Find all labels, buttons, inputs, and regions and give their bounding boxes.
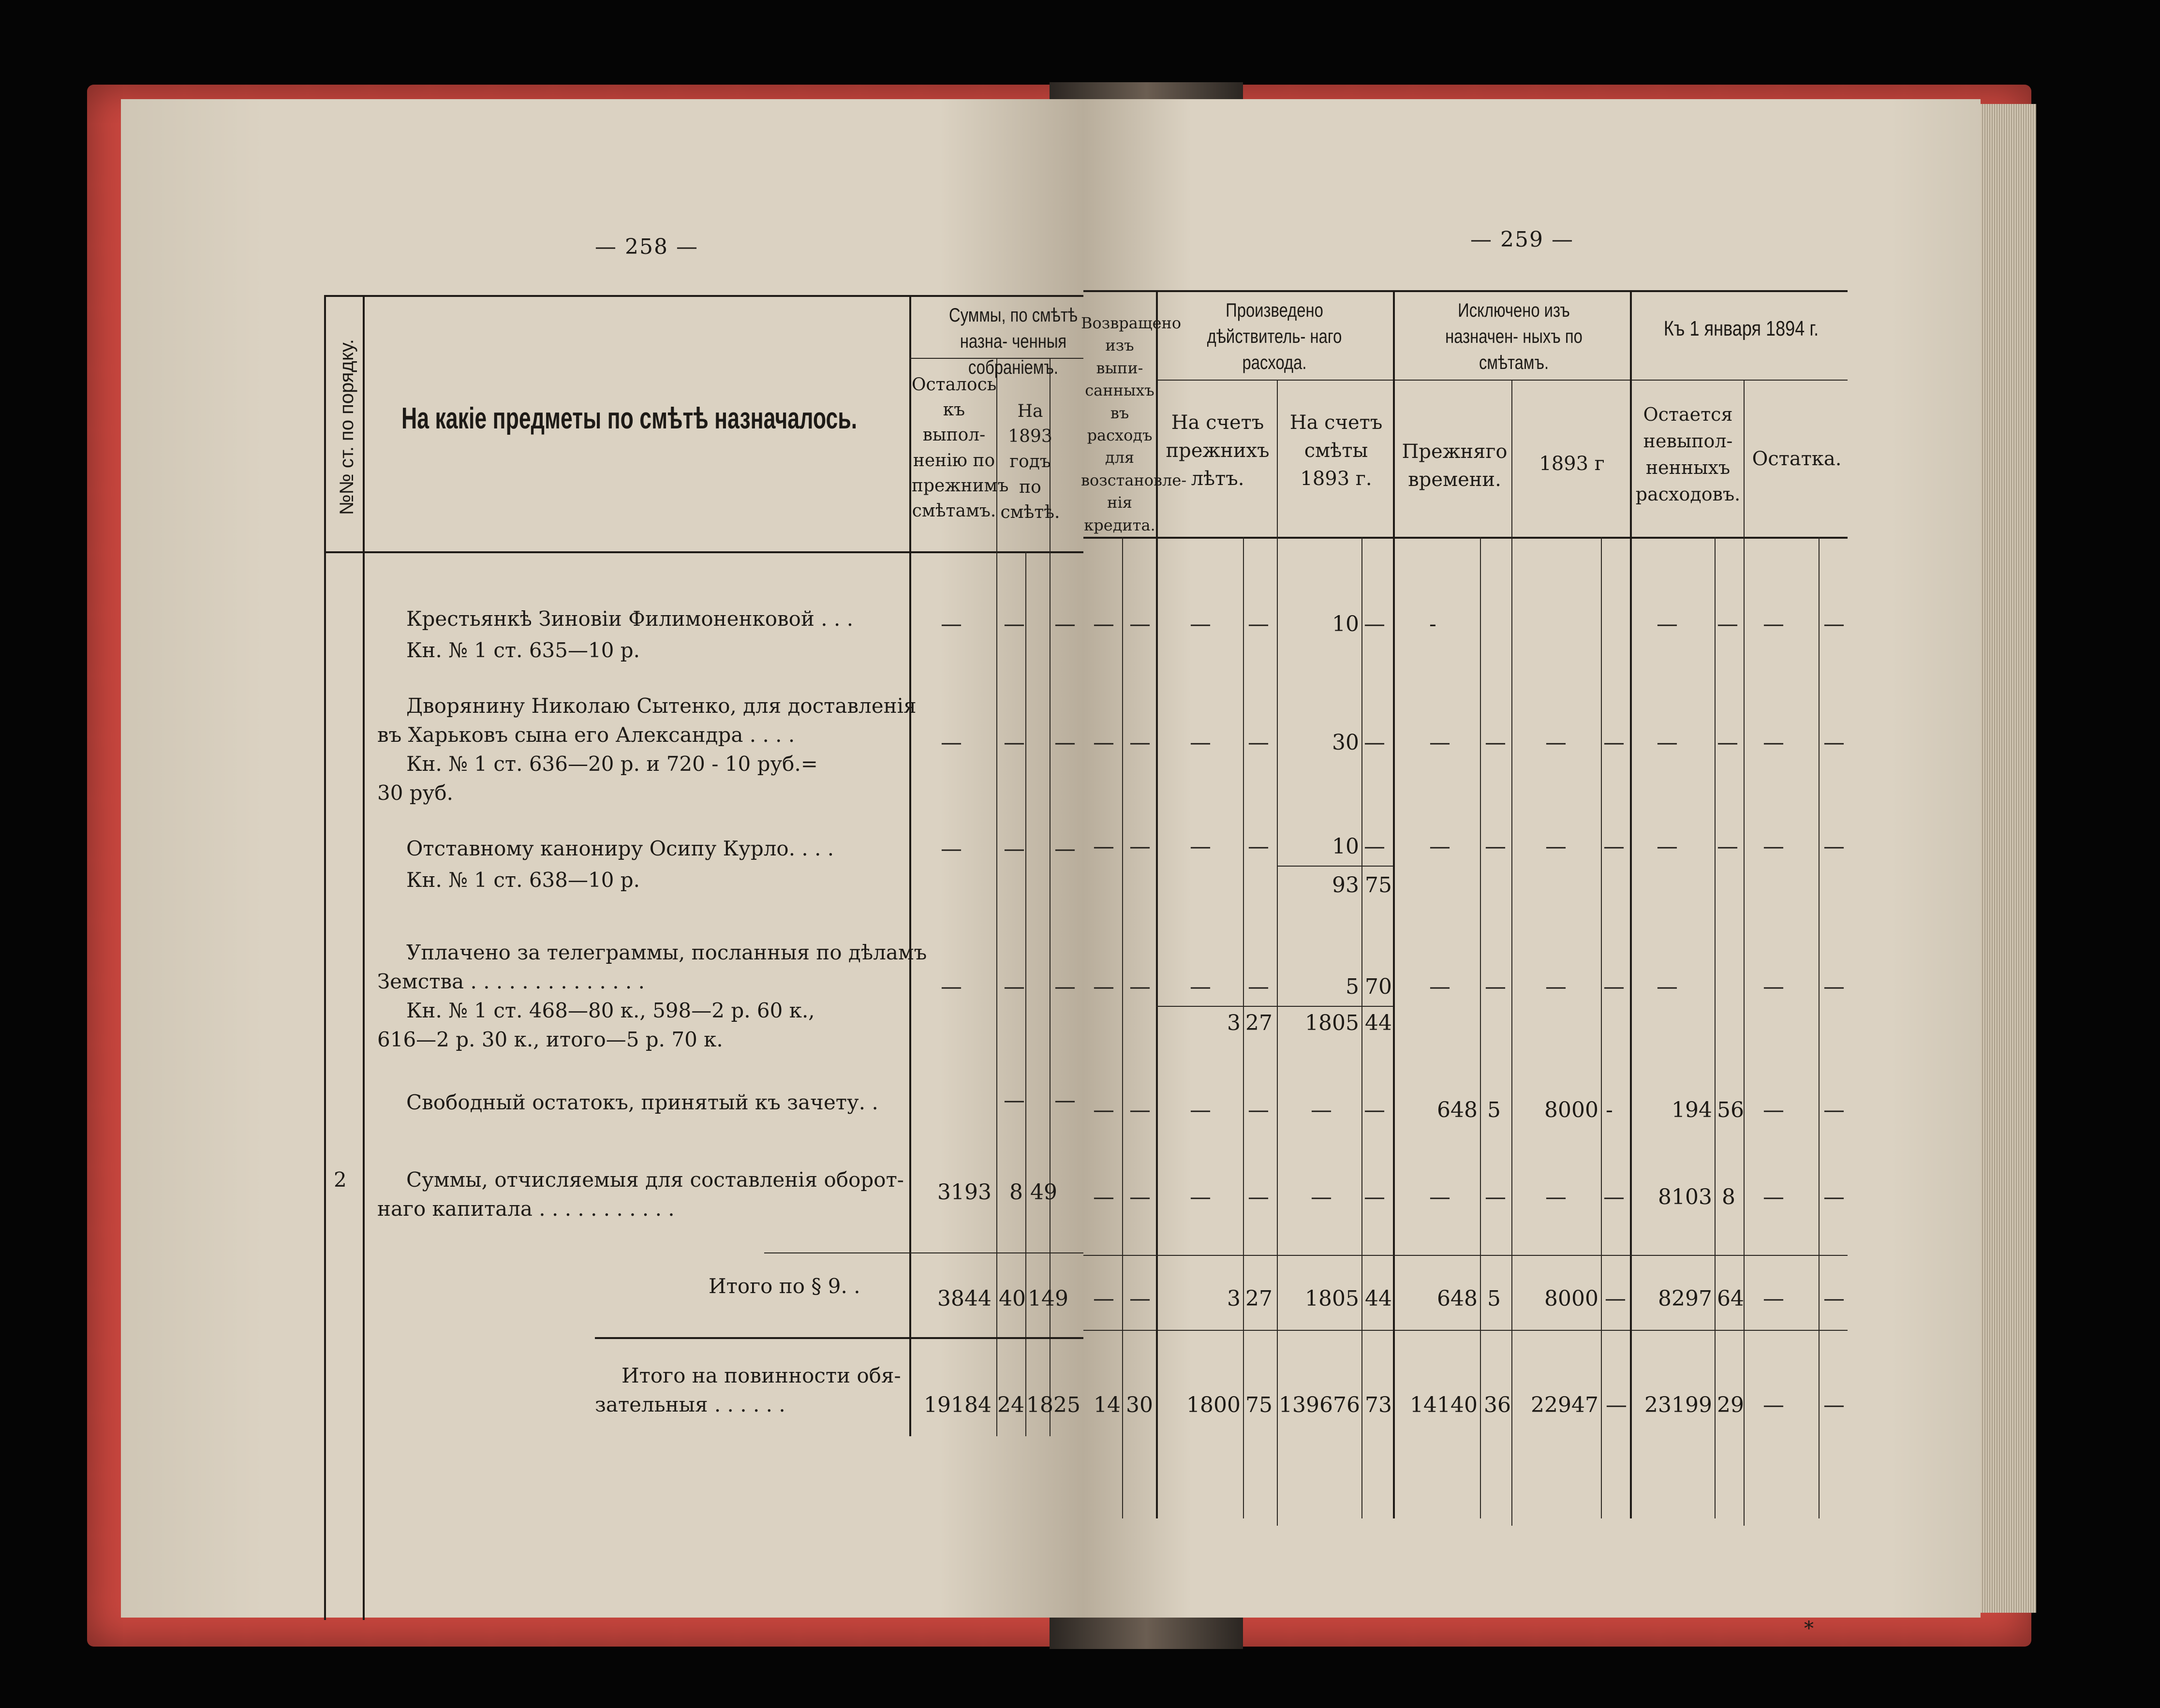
value-s9-1893a-r: 1805 [1305,1286,1359,1311]
dash: — [1248,974,1269,999]
header-balance: Остатка. [1752,448,1842,470]
value-ob-prev-k: 75 [1245,1393,1272,1417]
kop-rule [1361,537,1362,1518]
dash: — [941,837,962,861]
dash: — [1545,974,1567,999]
dash: — [1364,834,1385,859]
dash: — [1485,974,1506,999]
kop-rule [1601,537,1602,1518]
dash: — [1248,1098,1269,1122]
dash: — [1823,1098,1845,1122]
header-bottom-rule [1083,537,1848,539]
dash: — [941,612,962,636]
value-r6-rem-k: 8 [1009,1180,1023,1205]
dash: — [1605,1286,1626,1311]
dash: — [1823,1185,1845,1209]
value-r5-exprev-k: 5 [1487,1098,1501,1122]
dash: — [1717,730,1738,755]
kop-rule [1243,537,1244,1518]
dash: — [1823,612,1845,636]
dash: — [1657,612,1678,636]
dash: — [1606,1393,1627,1417]
dash: — [1190,730,1211,755]
header-actual-group: Произведено дѣйствитель- наго расхода. [1207,300,1342,373]
subtotal-rule [1156,1006,1393,1007]
value-r6-rem-r: 3193 [937,1180,991,1205]
value-r4b-1893-r: 1805 [1305,1011,1359,1035]
value-r3b-rub: 93 [1332,873,1359,898]
dash: — [1763,974,1784,999]
dash: — [1429,730,1450,755]
dash: — [1093,1286,1114,1311]
seq-col-rule [363,295,365,1620]
value-ob-ex1893: 22947 [1531,1393,1598,1417]
dash: — [1248,612,1269,636]
dash: — [1823,834,1845,859]
header-seq-no: №№ ст. по порядку. [336,339,357,515]
dash: — [1603,974,1625,999]
entry-2-line-1: Дворянину Николаю Сытенко, для доставленія [406,694,917,718]
dash: — [1054,730,1076,755]
dash: — [1485,1185,1506,1209]
value-r4-a1893-r: 5 [1346,974,1359,999]
value-s9-unf-k: 64 [1717,1286,1744,1311]
total-s9-rule [1083,1255,1848,1256]
dash: — [1763,612,1784,636]
dash: — [1129,834,1151,859]
dash: — [1190,612,1211,636]
dash: — [1054,837,1076,861]
dash: — [1823,730,1845,755]
dash: — [1004,730,1025,755]
value-r5-exprev-r: 648 [1437,1098,1478,1122]
dash: — [1657,730,1678,755]
value-ob-rem-k: 24 [997,1393,1024,1417]
dash: — [1717,612,1738,636]
value-s9-exprev-r: 648 [1437,1286,1478,1311]
entry-4-line-1: Уплачено за телеграммы, посланныя по дѣламъ [406,941,927,964]
table-top-rule [1083,290,1848,292]
dash: — [1311,1098,1332,1122]
dash: — [1004,612,1025,636]
value-ob-1893: 1825 [1026,1393,1080,1417]
dash: — [1763,1393,1784,1417]
header-items: На какіе предметы по смѣтѣ назначалось. [401,402,858,435]
value-r3-a1893: 10 [1332,834,1359,859]
kop-rule [1715,537,1716,1518]
dash: — [1129,730,1151,755]
value-r4b-1893-k: 44 [1365,1011,1392,1035]
kop-rule [1480,537,1481,1518]
value-r3b-kop: 75 [1365,873,1392,898]
actual-col-rule [1393,290,1395,1518]
value-r2-a1893: 30 [1332,730,1359,755]
dash: — [1129,612,1151,636]
value-r4b-prev-k: 27 [1245,1011,1272,1035]
dash: — [1093,834,1114,859]
header-excluded-1893: 1893 г [1539,453,1605,475]
dash: — [1763,1286,1784,1311]
dash: — [1823,1393,1845,1417]
dash: — [1093,974,1114,999]
value-ob-prev-r: 1800 [1186,1393,1241,1417]
subtotal-rule [1277,866,1393,867]
dash: — [1311,1185,1332,1209]
value-s9-prev-k: 27 [1245,1286,1272,1311]
value-s9-rem-k: 40 [999,1286,1026,1311]
kop-rule [1819,537,1820,1518]
dash: — [1093,730,1114,755]
entry-6-number: 2 [334,1168,347,1192]
dash: — [1545,834,1567,859]
dash: — [1364,1185,1385,1209]
dash: — [1364,612,1385,636]
dash: — [1364,1098,1385,1122]
total-oblig-label-1: Итого на повинности обя- [621,1364,901,1387]
value-ob-exprev-r: 14140 [1410,1393,1478,1417]
entry-6-line-2: наго капитала . . . . . . . . . . . [377,1197,675,1221]
dash: — [1190,834,1211,859]
header-actual-1893: На счетъ смѣты 1893 г. [1289,412,1383,490]
value-r6-unf-r: 8103 [1658,1185,1712,1209]
dash: — [1429,1185,1450,1209]
dash: — [1004,1088,1025,1113]
dash: — [1190,974,1211,999]
kop-rule [1122,537,1123,1518]
table-left-rule [324,295,326,1620]
header-for-1893: На 1893 годъ по смѣтѣ. [1000,401,1060,522]
excluded-sub-rule [1511,380,1512,1526]
value-r4-a1893-k: 70 [1365,974,1392,999]
right-page [1081,99,1981,1640]
total-oblig-rule [1083,1330,1848,1331]
dash: — [1823,974,1845,999]
entry-4-line-3: Кн. № 1 ст. 468—80 к., 598—2 р. 60 к., [406,999,815,1022]
value-r1-a1893: 10 [1332,612,1359,636]
total-s9-rule [764,1252,1088,1253]
dash: — [1763,834,1784,859]
dash: — [1763,1185,1784,1209]
entry-1-line-1: Крестьянкѣ Зиновіи Филимоненковой . . . [406,607,854,631]
dash: — [1485,730,1506,755]
total-oblig-label-2: зательныя . . . . . . [595,1393,785,1416]
page-number-right: — 259 — [1470,227,1574,252]
entry-5-line-1: Свободный остатокъ, принятый къ зачету. . [406,1090,878,1114]
dash: — [941,730,962,755]
dash: — [1129,1185,1151,1209]
value-s9-unf-r: 8297 [1658,1286,1712,1311]
value-r6-1893: 49 [1030,1180,1057,1205]
dash: — [1129,1098,1151,1122]
value-r6-unf-k: 8 [1722,1185,1735,1209]
value-r5-unf-k: 56 [1717,1098,1744,1122]
dash: — [1054,612,1076,636]
header-actual-prev: На счетъ прежнихъ лѣтъ. [1166,412,1270,490]
value-ob-unf-r: 23199 [1644,1393,1712,1417]
value-ob-ret-k: 30 [1126,1393,1153,1417]
header-excluded-group: Исключено изъ назначен- ныхъ по смѣтамъ. [1445,300,1583,373]
value-ob-rem-r: 19184 [924,1393,991,1417]
value-s9-exprev-k: 5 [1487,1286,1501,1311]
dash: — [1763,730,1784,755]
dash: — [1429,974,1450,999]
value-r5-ex1893: 8000 [1544,1098,1598,1122]
entry-3-line-1: Отставному канониру Осипу Курло. . . . [406,837,834,860]
actual-sub-rule [1277,380,1278,1526]
dash: — [1603,1185,1625,1209]
footnote-star: * [1804,1618,1814,1640]
page-edges [1973,104,2036,1613]
value-r1-exprev: - [1429,612,1436,636]
table-top-rule [324,295,1088,297]
dash: — [1485,834,1506,859]
dash: — [1364,730,1385,755]
dash: — [1093,1185,1114,1209]
dash: — [1093,612,1114,636]
header-returned: Возвращено изъ выпи- санныхъ въ расходъ для возстановле- нія кредита. [1081,314,1187,534]
entry-2-line-3: Кн. № 1 ст. 636—20 р. и 720 - 10 руб.= [406,752,818,776]
total-s9-label: Итого по § 9. . [709,1274,860,1298]
header-sums-group: Суммы, по смѣтѣ назна- ченныя собраніемъ. [949,305,1078,378]
dash: — [1190,1098,1211,1122]
entry-2-line-4: 30 руб. [377,781,454,805]
value-r5-unf-r: 194 [1672,1098,1712,1122]
total-oblig-rule [595,1337,1088,1339]
left-page [121,99,1083,1618]
dash: — [941,974,962,999]
value-s9-1893: 149 [1028,1286,1068,1311]
dash: — [1717,834,1738,859]
header-excluded-prev: Прежняго времени. [1402,441,1508,491]
value-s9-prev-r: 3 [1227,1286,1241,1311]
value-ob-ret-r: 14 [1094,1393,1121,1417]
dash: — [1545,1185,1567,1209]
sums-sub-rule-1 [996,358,997,1436]
dash: — [1004,837,1025,861]
dash: — [1248,834,1269,859]
jan-sub-rule [1744,380,1745,1526]
dash: — [1657,834,1678,859]
dash: — [1004,974,1025,999]
entry-3-line-2: Кн. № 1 ст. 638—10 р. [406,868,640,892]
dash: — [1093,1098,1114,1122]
dash: — [1603,730,1625,755]
value-ob-1893a-r: 139676 [1279,1393,1360,1417]
page-number-left: — 258 — [595,235,698,259]
header-unfulfilled: Остается невыпол- ненныхъ расходовъ. [1635,404,1741,505]
dash: — [1054,974,1076,999]
value-s9-1893a-k: 44 [1365,1286,1392,1311]
dash: — [1248,730,1269,755]
dash: — [1190,1185,1211,1209]
value-r5-ex1893-dash: - [1606,1098,1613,1122]
value-r4b-prev-r: 3 [1227,1011,1241,1035]
entry-4-line-2: Земства . . . . . . . . . . . . . . [377,970,645,993]
value-ob-exprev-k: 36 [1484,1393,1511,1417]
dash: — [1823,1286,1845,1311]
dash: — [1429,834,1450,859]
sums-col-rule [909,295,911,1436]
dash: — [1763,1098,1784,1122]
header-remaining-prev: Осталось къ выпол- ненію по прежнимъ смѣтамъ. [912,375,1009,521]
value-ob-unf-k: 29 [1717,1393,1744,1417]
value-s9-rem-r: 3844 [937,1286,991,1311]
value-s9-ex1893: 8000 [1544,1286,1598,1311]
dash: — [1054,1088,1076,1113]
dash: — [1603,834,1625,859]
entry-6-line-1: Суммы, отчисляемыя для составленія оборот- [406,1168,904,1192]
dash: — [1657,974,1678,999]
dash: — [1129,1286,1151,1311]
entry-4-line-4: 616—2 р. 30 к., итого—5 р. 70 к. [377,1028,723,1051]
header-jan1894-group: Къ 1 января 1894 г. [1663,317,1819,340]
header-bottom-rule [324,551,1088,553]
dash: — [1129,974,1151,999]
dash: — [1545,730,1567,755]
value-ob-1893a-k: 73 [1365,1393,1392,1417]
excluded-col-rule [1630,290,1632,1518]
entry-2-line-2: въ Харьковъ сына его Александра . . . . [377,723,795,747]
entry-1-line-2: Кн. № 1 ст. 635—10 р. [406,638,640,662]
dash: — [1248,1185,1269,1209]
